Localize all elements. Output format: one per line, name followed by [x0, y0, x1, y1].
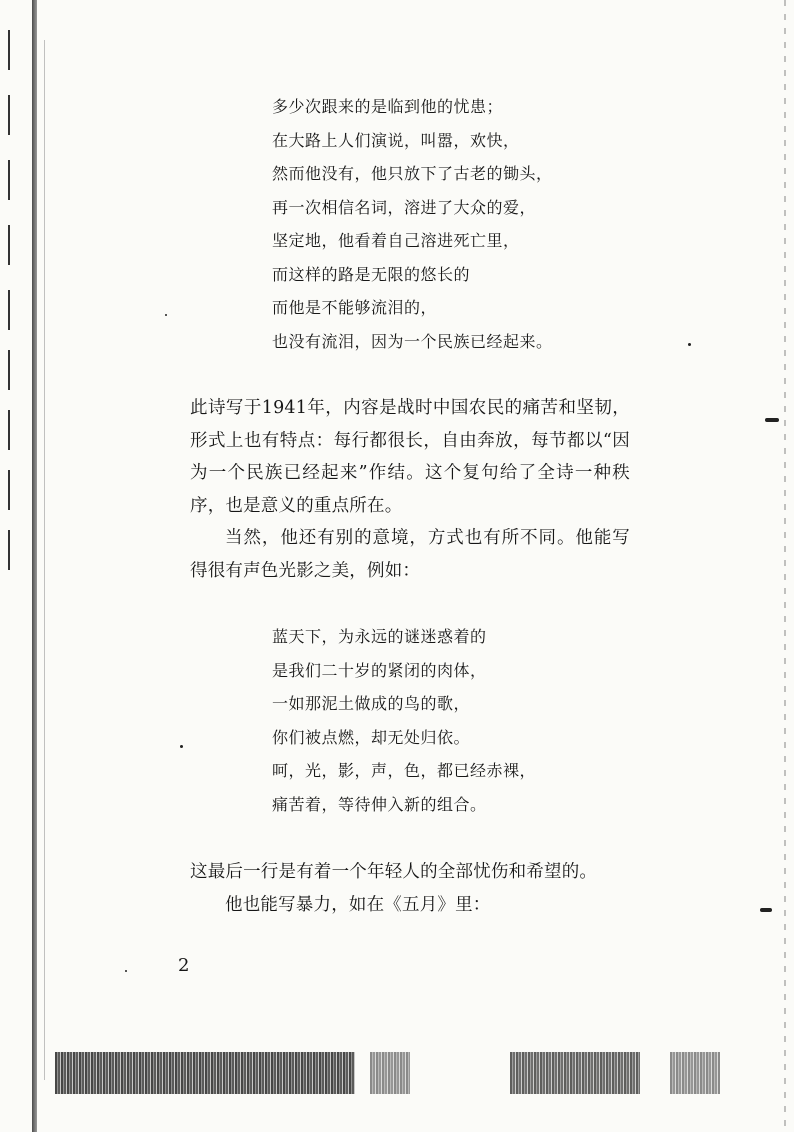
poem-line: 蓝天下，为永远的谜迷惑着的	[272, 627, 487, 646]
commentary-block-1	[190, 392, 630, 587]
scan-speck	[125, 970, 127, 972]
scan-noise	[370, 1052, 410, 1094]
margin-mark	[8, 30, 10, 70]
scan-noise	[510, 1052, 640, 1094]
margin-mark	[8, 95, 10, 135]
poem-line: 然而他没有，他只放下了古老的锄头，	[272, 164, 553, 183]
poem-line: 你们被点燃，却无处归依。	[272, 727, 471, 747]
page-edge	[784, 0, 786, 1132]
margin-mark	[8, 160, 10, 200]
poem-line: 坚定地，他看着自己溶进死亡里，	[272, 231, 520, 250]
margin-mark	[8, 470, 10, 510]
page-number: 2	[178, 955, 190, 976]
poem-excerpt-1	[272, 90, 553, 358]
poem-line: 在大路上人们演说，叫嚣，欢快，	[272, 130, 520, 150]
margin-mark	[8, 410, 10, 450]
scan-speck	[688, 343, 691, 346]
poem-line: 是我们二十岁的紧闭的肉体，	[272, 660, 487, 680]
commentary-block-2	[190, 856, 630, 921]
poem-line: 一如那泥土做成的鸟的歌，	[272, 694, 471, 713]
scan-noise	[670, 1052, 720, 1094]
poem-line: 呵，光，影，声，色，都已经赤裸，	[272, 761, 537, 780]
margin-mark	[8, 225, 10, 265]
margin-mark	[8, 350, 10, 390]
poem-excerpt-2	[272, 620, 536, 821]
scan-speck	[165, 314, 167, 316]
scan-speck	[760, 908, 772, 912]
scan-speck	[180, 745, 183, 748]
poem-line: 也没有流泪，因为一个民族已经起来。	[272, 331, 553, 351]
paragraph: 此诗写于1941年，内容是战时中国农民的痛苦和坚韧，形式上也有特点：每行都很长，自由奔放，每节都以“因为一个民族已经起来”作结。这个复句给了全诗一种秩序，也是意义的重点所在。	[190, 398, 630, 516]
scan-speck	[765, 418, 779, 422]
scan-noise	[55, 1052, 355, 1094]
poem-line: 而这样的路是无限的悠长的	[272, 264, 471, 284]
paragraph: 他也能写暴力，如在《五月》里：	[225, 894, 491, 915]
paragraph: 这最后一行是有着一个年轻人的全部忧伤和希望的。	[190, 862, 598, 882]
poem-line: 痛苦着，等待伸入新的组合。	[272, 794, 487, 814]
paragraph: 当然，他还有别的意境，方式也有所不同。他能写得很有声色光影之美，例如：	[190, 528, 630, 581]
poem-line: 再一次相信名词，溶进了大众的爱，	[272, 197, 537, 217]
binding-line	[44, 40, 45, 1080]
poem-line: 多少次跟来的是临到他的忧患；	[272, 97, 504, 116]
binding-shadow	[32, 0, 37, 1132]
margin-mark	[8, 290, 10, 330]
margin-mark	[8, 530, 10, 570]
poem-line: 而他是不能够流泪的，	[272, 298, 438, 317]
